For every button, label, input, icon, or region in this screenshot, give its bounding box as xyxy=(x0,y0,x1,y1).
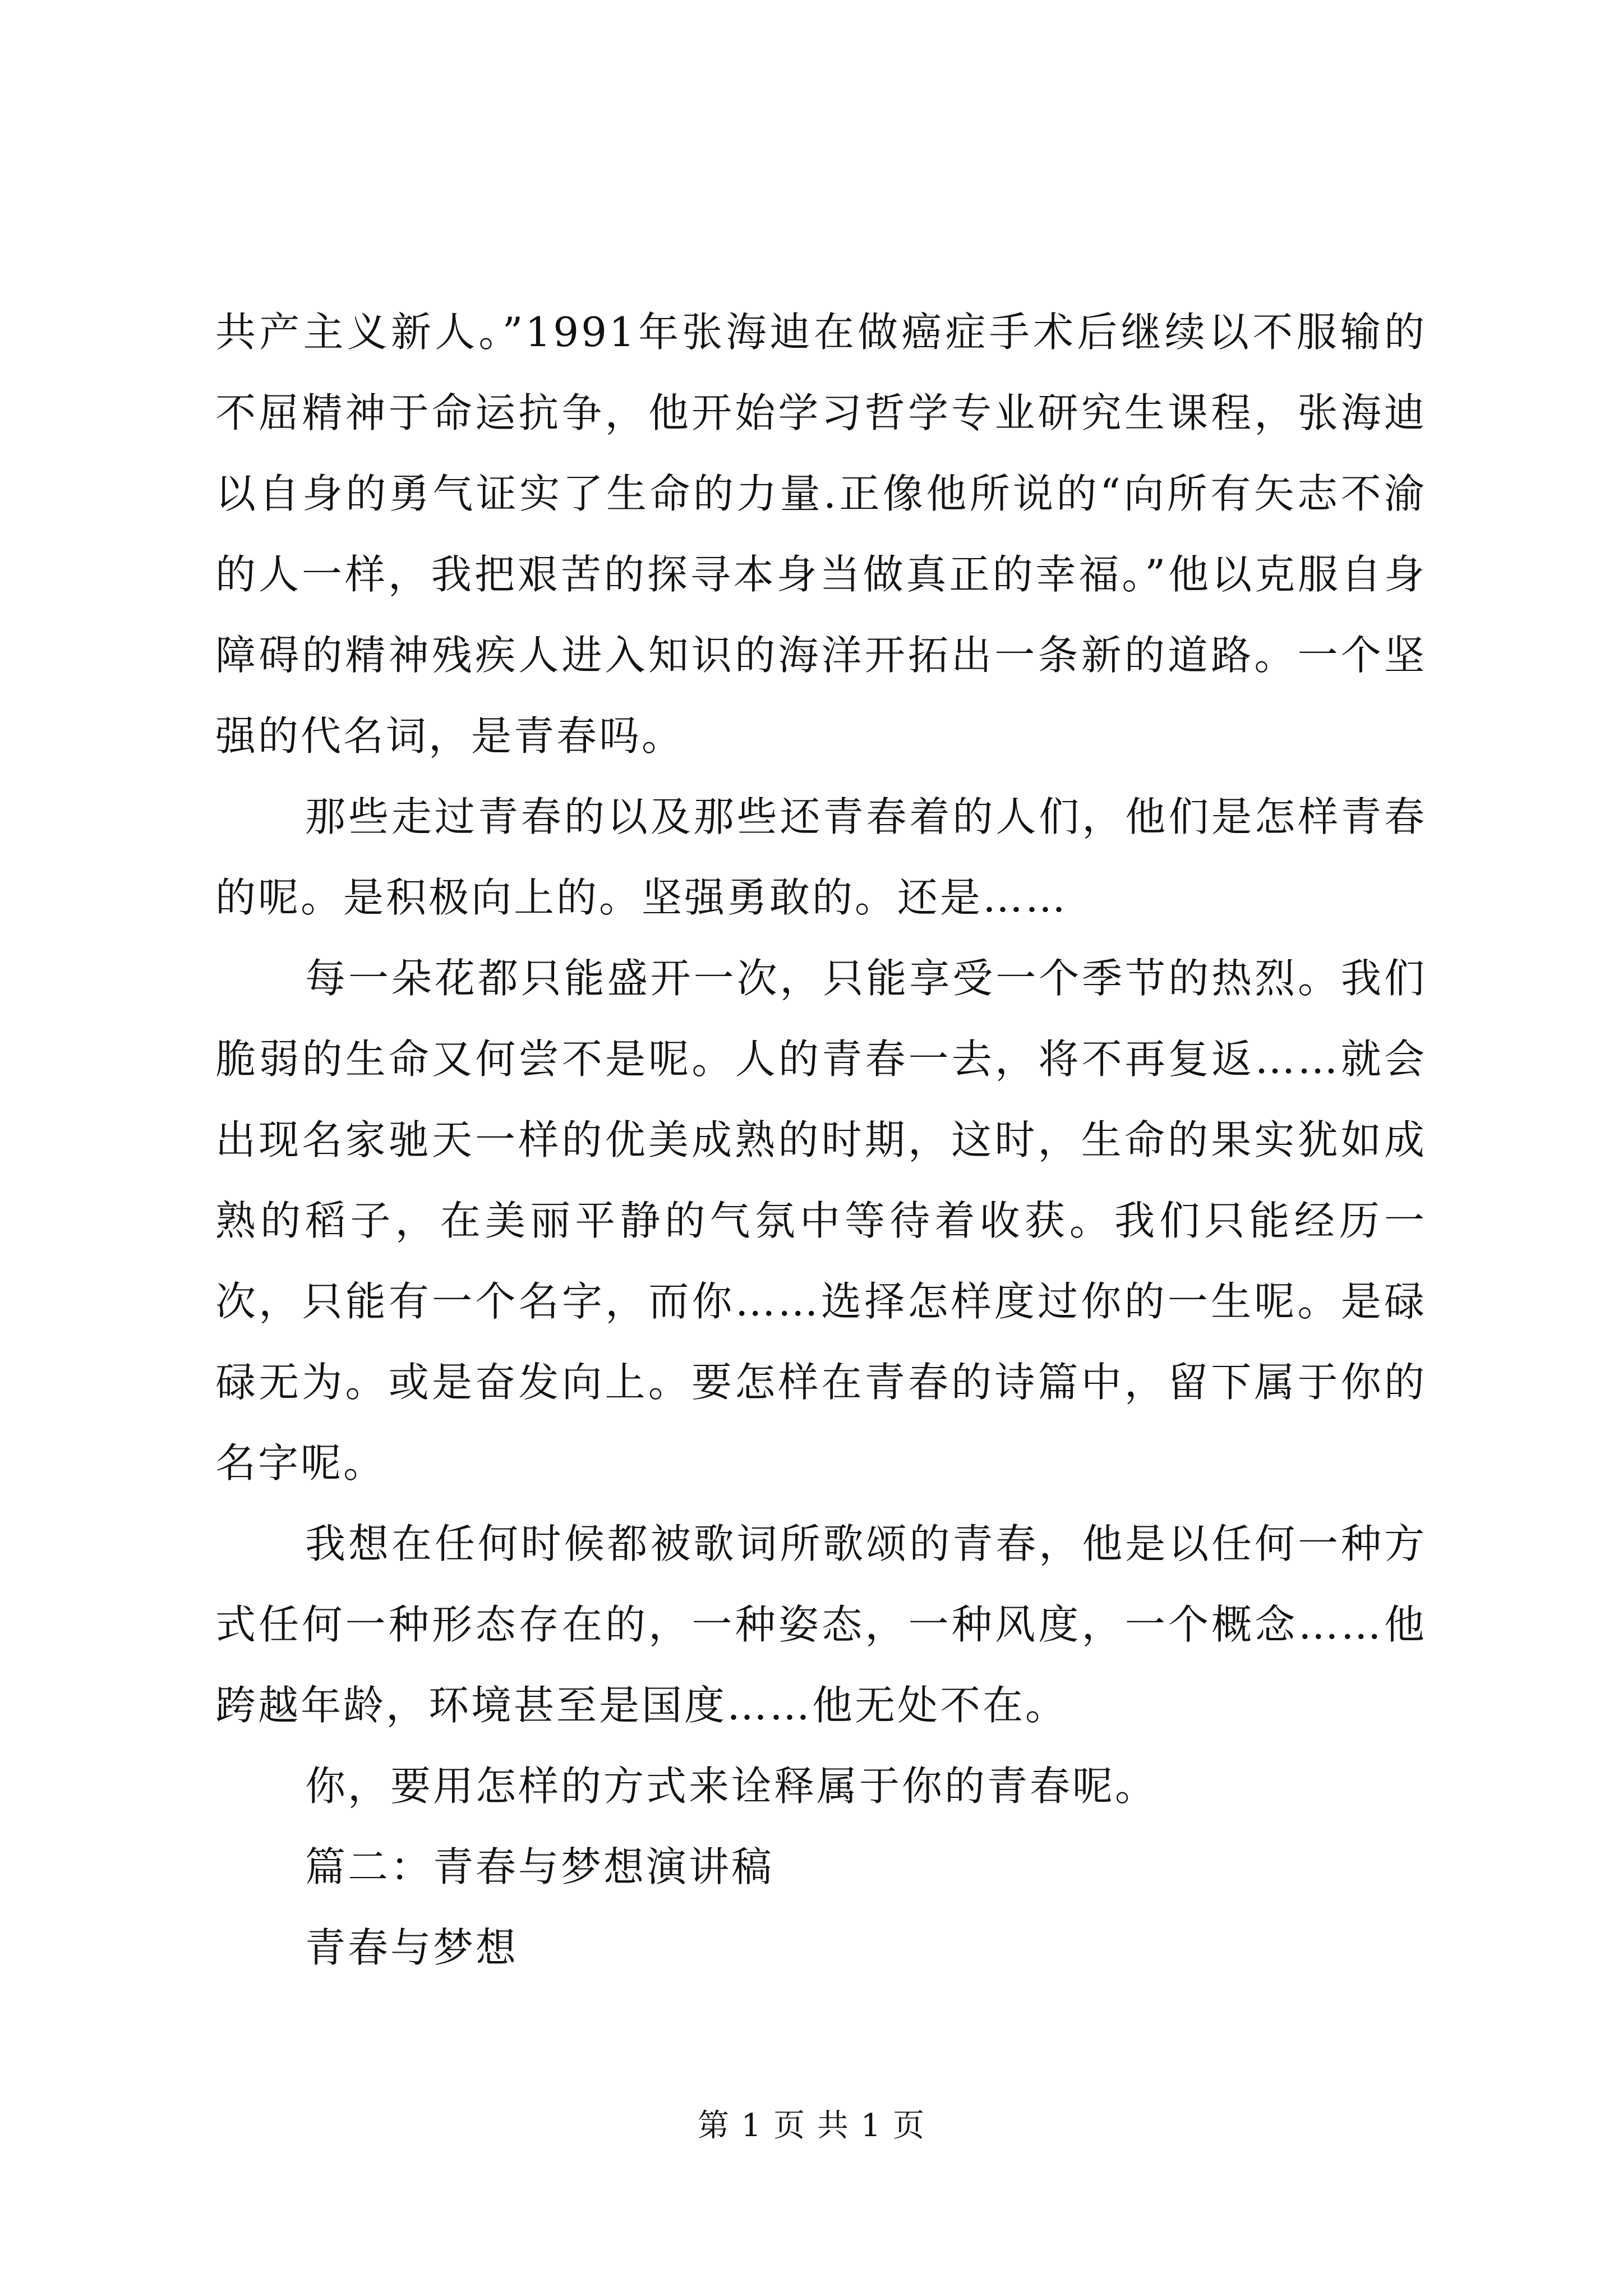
paragraph-4: 我想在任何时候都被歌词所歌颂的青春，他是以任何一种方式任何一种形态存在的，一种姿态，一种风度，一个概念……他跨越年龄，环境甚至是国度……他无处不在。 xyxy=(215,1520,1427,1729)
section-heading: 篇二：青春与梦想演讲稿 xyxy=(305,1843,774,1890)
paragraph-2: 那些走过青春的以及那些还青春着的人们，他们是怎样青春的呢。是积极向上的。坚强勇敢的。还是…… xyxy=(215,793,1427,921)
page-footer: 第 1 页 共 1 页 xyxy=(697,2108,926,2144)
paragraph-5: 你，要用怎样的方式来诠释属于你的青春呢。 xyxy=(305,1763,1158,1810)
paragraph-1: 共产主义新人。”1991年张海迪在做癌症手术后继续以不服输的不屈精神于命运抗争，他开始学习哲学专业研究生课程，张海迪以自身的勇气证实了生命的力量.正像他所说的“向所有矢志不渝的人一样，我把艰苦的探寻本身当做真正的幸福。”他以克服自身障碍的精神残疾人进入知识的海洋开拓出一条新的道路。一个坚强的代名词，是青春吗。 xyxy=(215,309,1427,760)
paragraph-3: 每一朵花都只能盛开一次，只能享受一个季节的热烈。我们脆弱的生命又何尝不是呢。人的青春一去，将不再复返……就会出现名家驰天一样的优美成熟的时期，这时，生命的果实犹如成熟的稻子，在美丽平静的气氛中等待着收获。我们只能经历一次，只能有一个名字，而你……选择怎样度过你的一生呢。是碌碌无为。或是奋发向上。要怎样在青春的诗篇中，留下属于你的名字呢。 xyxy=(215,955,1427,1487)
document-body xyxy=(215,292,1427,1988)
speech-title: 青春与梦想 xyxy=(305,1924,519,1971)
